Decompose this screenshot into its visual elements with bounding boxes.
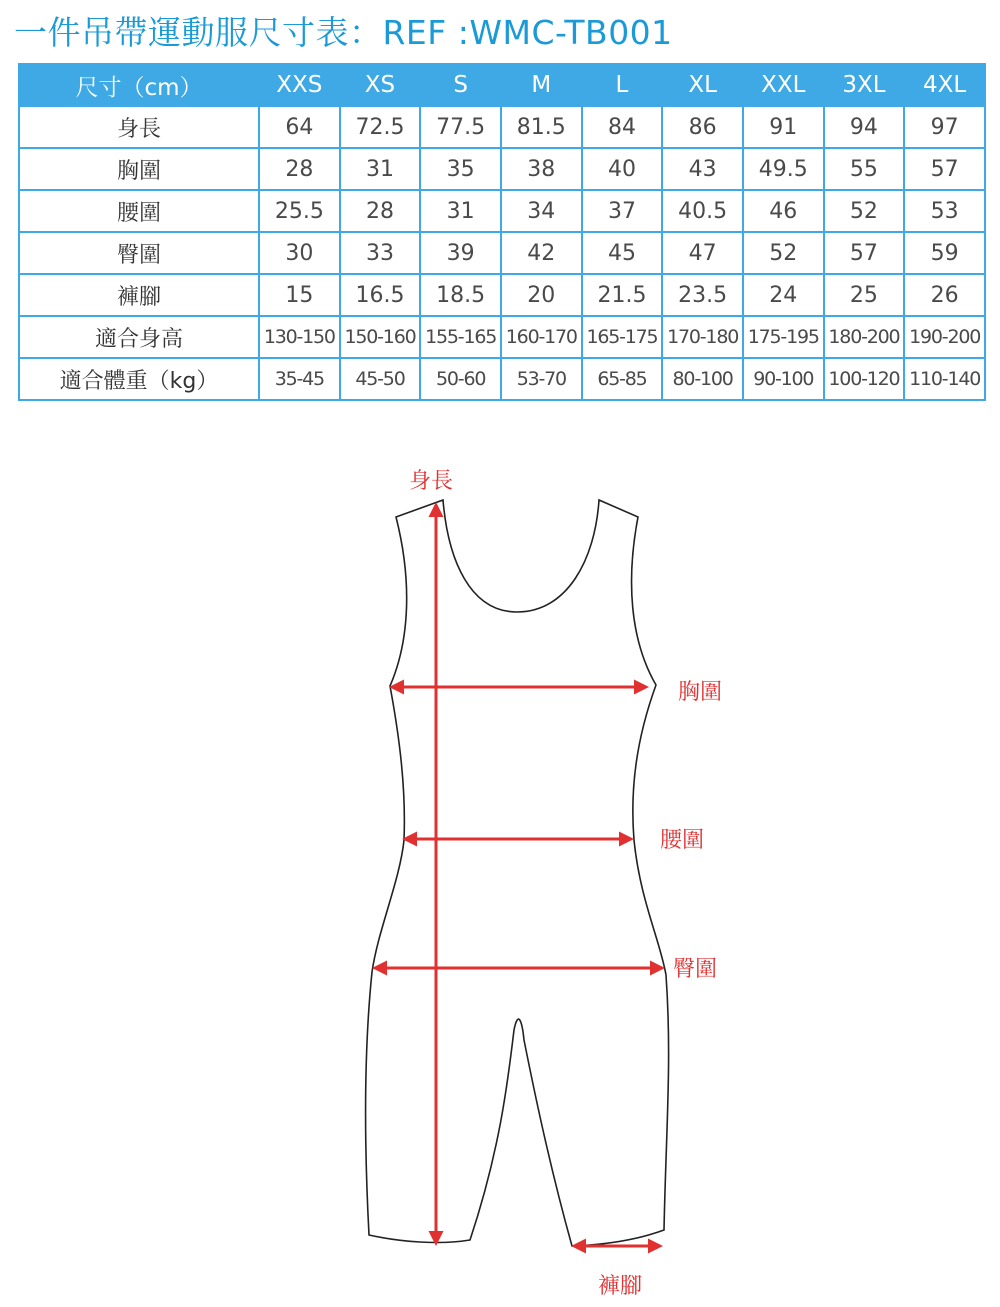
table-cell: 91 bbox=[743, 106, 824, 148]
table-cell: 81.5 bbox=[501, 106, 582, 148]
table-cell: 59 bbox=[904, 232, 985, 274]
table-cell: 20 bbox=[501, 274, 582, 316]
table-cell: 150-160 bbox=[340, 316, 421, 358]
table-cell: 170-180 bbox=[662, 316, 743, 358]
size-header: S bbox=[420, 64, 501, 106]
chest-label: 胸圍 bbox=[678, 680, 723, 705]
table-cell: 43 bbox=[662, 148, 743, 190]
table-cell: 21.5 bbox=[582, 274, 663, 316]
table-cell: 64 bbox=[259, 106, 340, 148]
table-cell: 52 bbox=[824, 190, 905, 232]
table-cell: 25 bbox=[824, 274, 905, 316]
table-cell: 18.5 bbox=[420, 274, 501, 316]
table-cell: 190-200 bbox=[904, 316, 985, 358]
leg-label: 褲腳 bbox=[598, 1274, 643, 1299]
size-header: XS bbox=[340, 64, 421, 106]
table-cell: 53 bbox=[904, 190, 985, 232]
row-label: 適合身高 bbox=[19, 316, 259, 358]
table-cell: 55 bbox=[824, 148, 905, 190]
table-cell: 57 bbox=[824, 232, 905, 274]
table-cell: 39 bbox=[420, 232, 501, 274]
table-cell: 38 bbox=[501, 148, 582, 190]
table-cell: 30 bbox=[259, 232, 340, 274]
table-cell: 90-100 bbox=[743, 358, 824, 400]
table-cell: 24 bbox=[743, 274, 824, 316]
table-cell: 155-165 bbox=[420, 316, 501, 358]
size-header: 4XL bbox=[904, 64, 985, 106]
table-cell: 97 bbox=[904, 106, 985, 148]
table-cell: 100-120 bbox=[824, 358, 905, 400]
table-cell: 175-195 bbox=[743, 316, 824, 358]
table-cell: 72.5 bbox=[340, 106, 421, 148]
table-cell: 47 bbox=[662, 232, 743, 274]
table-cell: 16.5 bbox=[340, 274, 421, 316]
table-cell: 110-140 bbox=[904, 358, 985, 400]
table-cell: 33 bbox=[340, 232, 421, 274]
table-cell: 40.5 bbox=[662, 190, 743, 232]
table-cell: 35-45 bbox=[259, 358, 340, 400]
table-cell: 86 bbox=[662, 106, 743, 148]
table-cell: 46 bbox=[743, 190, 824, 232]
page-title: 一件吊帶運動服尺寸表：REF :WMC-TB001 bbox=[14, 13, 673, 52]
table-cell: 165-175 bbox=[582, 316, 663, 358]
table-cell: 45 bbox=[582, 232, 663, 274]
table-cell: 80-100 bbox=[662, 358, 743, 400]
table-cell: 31 bbox=[340, 148, 421, 190]
size-header: XL bbox=[662, 64, 743, 106]
row-label: 胸圍 bbox=[19, 148, 259, 190]
length-label: 身長 bbox=[409, 469, 454, 494]
size-header: XXS bbox=[259, 64, 340, 106]
table-cell: 52 bbox=[743, 232, 824, 274]
table-cell: 65-85 bbox=[582, 358, 663, 400]
size-header: L bbox=[582, 64, 663, 106]
table-cell: 45-50 bbox=[340, 358, 421, 400]
table-cell: 84 bbox=[582, 106, 663, 148]
table-cell: 35 bbox=[420, 148, 501, 190]
row-label: 適合體重（kg） bbox=[19, 358, 259, 400]
table-cell: 23.5 bbox=[662, 274, 743, 316]
table-cell: 25.5 bbox=[259, 190, 340, 232]
table-cell: 40 bbox=[582, 148, 663, 190]
garment-outline bbox=[366, 500, 669, 1246]
table-cell: 15 bbox=[259, 274, 340, 316]
size-header: 3XL bbox=[824, 64, 905, 106]
table-cell: 34 bbox=[501, 190, 582, 232]
table-cell: 28 bbox=[340, 190, 421, 232]
row-label: 身長 bbox=[19, 106, 259, 148]
table-cell: 50-60 bbox=[420, 358, 501, 400]
table-cell: 49.5 bbox=[743, 148, 824, 190]
table-cell: 77.5 bbox=[420, 106, 501, 148]
table-cell: 26 bbox=[904, 274, 985, 316]
table-cell: 180-200 bbox=[824, 316, 905, 358]
table-cell: 160-170 bbox=[501, 316, 582, 358]
hip-label: 臀圍 bbox=[673, 957, 718, 982]
row-label: 褲腳 bbox=[19, 274, 259, 316]
table-cell: 53-70 bbox=[501, 358, 582, 400]
header-label: 尺寸（cm） bbox=[19, 64, 259, 106]
waist-label: 腰圍 bbox=[660, 828, 705, 853]
table-cell: 37 bbox=[582, 190, 663, 232]
table-cell: 28 bbox=[259, 148, 340, 190]
table-cell: 94 bbox=[824, 106, 905, 148]
size-header: XXL bbox=[743, 64, 824, 106]
row-label: 臀圍 bbox=[19, 232, 259, 274]
table-cell: 57 bbox=[904, 148, 985, 190]
size-header: M bbox=[501, 64, 582, 106]
table-cell: 42 bbox=[501, 232, 582, 274]
table-cell: 31 bbox=[420, 190, 501, 232]
row-label: 腰圍 bbox=[19, 190, 259, 232]
table-cell: 130-150 bbox=[259, 316, 340, 358]
